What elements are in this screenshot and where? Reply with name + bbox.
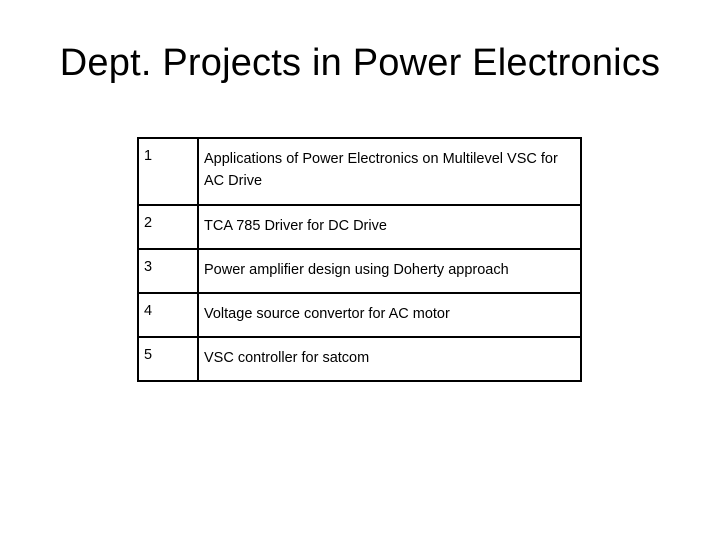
project-title: TCA 785 Driver for DC Drive: [198, 205, 581, 249]
project-title: Voltage source convertor for AC motor: [198, 293, 581, 337]
project-number: 3: [138, 249, 198, 293]
project-title: Applications of Power Electronics on Multilevel VSC for AC Drive: [198, 138, 581, 205]
project-title: Power amplifier design using Doherty approach: [198, 249, 581, 293]
project-number: 5: [138, 337, 198, 381]
table-row: [138, 138, 581, 205]
table-row: [138, 293, 581, 337]
table-row: [138, 205, 581, 249]
table-row: [138, 249, 581, 293]
project-number: 2: [138, 205, 198, 249]
slide-title: Dept. Projects in Power Electronics: [59, 42, 661, 84]
project-title: VSC controller for satcom: [198, 337, 581, 381]
project-number: 1: [138, 138, 198, 205]
projects-table: [137, 137, 582, 382]
table-row: [138, 337, 581, 381]
project-number: 4: [138, 293, 198, 337]
